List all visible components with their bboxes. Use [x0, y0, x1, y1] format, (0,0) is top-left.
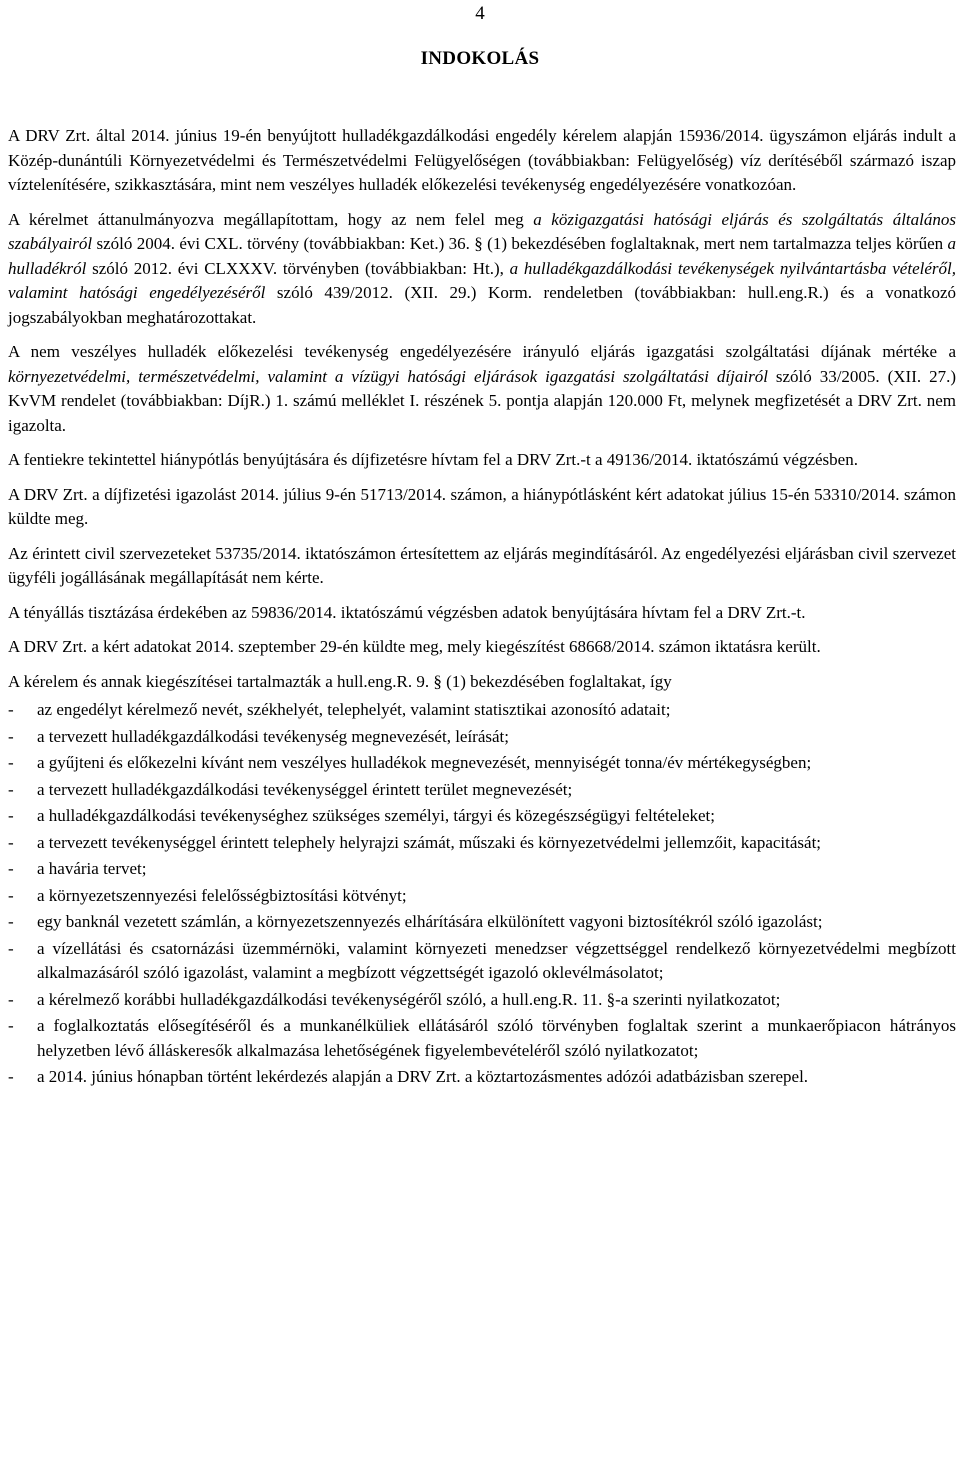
- list-dash: -: [8, 779, 14, 799]
- list-item: - a tervezett tevékenységgel érintett telephely helyrajzi számát, műszaki és környezetvédelmi jellemzőit, kapacitását;: [8, 831, 956, 856]
- list-dash: -: [8, 700, 14, 719]
- list-item: - a környezetszennyezési felelősségbiztosítási kötvényt;: [8, 884, 956, 909]
- list-item: - a foglalkoztatás elősegítéséről és a munkanélküliek ellátásáról szóló törvényben foglaltak szerint a munkaerőpiacon hátrányos helyzetben lévő álláskeresők alkalmazása lehetőségének figyelembevételéről szóló nyilatkozatot;: [8, 1016, 956, 1060]
- paragraph-3: [8, 340, 956, 438]
- section-heading: INDOKOLÁS: [420, 48, 540, 69]
- italic-title: a közigazgatási hatósági eljárás és szolgáltatás általános szabályairól: [8, 209, 956, 253]
- list-dash: -: [8, 1016, 14, 1035]
- text-run: A kérelmet áttanulmányozva megállapítottam, hogy az nem felel meg: [8, 209, 534, 229]
- list-dash: -: [8, 938, 14, 958]
- paragraph-2: [8, 208, 956, 331]
- page-number: 4: [475, 3, 485, 24]
- paragraph-6: Az érintett civil szervezeteket 53735/2014. iktatószámon értesítettem az eljárás megindításáról. Az engedélyezési eljárásban civil szervezet ügyféli jogállásának megállapítását nem kérte.: [8, 543, 956, 587]
- list-dash: -: [8, 885, 14, 905]
- list-dash: -: [8, 989, 14, 1009]
- text-run: szóló 2012. évi CLXXXV. törvényben (továbbiakban: Ht.),: [86, 258, 510, 278]
- list-dash: -: [8, 806, 14, 825]
- list-item: - a vízellátási és csatornázási üzemmérnöki, valamint környezeti menedzser végzettséggel rendelkező környezetvédelmi megbízott alkalmazásáról szóló igazolást, valamint a megbízott végzettségét igazoló oklevélmásolatot;: [8, 938, 956, 982]
- requirements-list: [8, 698, 956, 1090]
- italic-title: környezetvédelmi, természetvédelmi, valamint a vízügyi hatósági eljárások igazgatási szolgáltatási díjairól: [8, 366, 768, 386]
- list-dash: -: [8, 832, 14, 852]
- paragraph-5: A DRV Zrt. a díjfizetési igazolást 2014. július 9-én 51713/2014. számon, a hiánypótlásként kért adatokat július 15-én 53310/2014. számon küldte meg.: [8, 484, 956, 528]
- italic-title: a hulladékról: [8, 234, 956, 278]
- list-item: - a tervezett hulladékgazdálkodási tevékenységgel érintett terület megnevezését;: [8, 778, 956, 803]
- paragraph-9: A kérelem és annak kiegészítései tartalmazták a hull.eng.R. 9. § (1) bekezdésében foglaltakat, így: [8, 671, 672, 691]
- italic-title: a hulladékgazdálkodási tevékenységek nyilvántartásba vételéről, valamint hatósági engedélyezéséről: [8, 258, 956, 302]
- text-run: szóló 33/2005. (XII. 27.) KvVM rendelet (továbbiakban: DíjR.) 1. számú melléklet I. részének 5. pontja alapján 120.000 Ft, melynek megfizetését a DRV Zrt. nem igazolta.: [8, 366, 956, 435]
- list-item: - a havária tervet;: [8, 857, 956, 882]
- list-item: - a 2014. június hónapban történt lekérdezés alapján a DRV Zrt. a köztartozásmentes adózói adatbázisban szerepel.: [8, 1065, 956, 1090]
- list-dash: -: [8, 726, 14, 746]
- list-item: - a gyűjteni és előkezelni kívánt nem veszélyes hulladékok megnevezését, mennyiségét tonna/év mértékegységben;: [8, 751, 956, 776]
- paragraph-8: A DRV Zrt. a kért adatokat 2014. szeptember 29-én küldte meg, mely kiegészítést 68668/2014. számon iktatásra került.: [8, 637, 821, 656]
- document-body: [8, 124, 956, 1092]
- text-run: szóló 439/2012. (XII. 29.) Korm. rendeletben (továbbiakban: hull.eng.R.) és a vonatkozó jogszabályokban meghatározottakat.: [8, 283, 956, 327]
- paragraph-1: A DRV Zrt. által 2014. június 19-én benyújtott hulladékgazdálkodási engedély kérelem alapján 15936/2014. ügyszámon eljárás indult a Közép-dunántúli Környezetvédelmi és Természetvédelmi Felügyelőségen (továbbiakban: Felügyelőség) víz derítéséből származó iszap víztelenítésére, szikkasztására, mint nem veszélyes hulladék előkezelési tevékenység engedélyezésére vonatkozóan.: [8, 126, 956, 194]
- list-dash: -: [8, 912, 14, 931]
- list-dash: -: [8, 859, 14, 878]
- list-item: - a tervezett hulladékgazdálkodási tevékenység megnevezését, leírását;: [8, 725, 956, 750]
- text-run: A nem veszélyes hulladék előkezelési tevékenység engedélyezésére irányuló eljárás igazgatási szolgáltatási díjának mértéke a: [8, 342, 956, 361]
- list-item: - az engedélyt kérelmező nevét, székhelyét, telephelyét, valamint statisztikai azonosító adatait;: [8, 698, 956, 723]
- paragraph-7: A tényállás tisztázása érdekében az 59836/2014. iktatószámú végzésben adatok benyújtására hívtam fel a DRV Zrt.-t.: [8, 602, 806, 622]
- list-dash: -: [8, 753, 14, 772]
- text-run: szóló 2004. évi CXL. törvény (továbbiakban: Ket.) 36. § (1) bekezdésében foglaltaknak, mert nem tartalmazza teljes körűen: [92, 234, 948, 253]
- paragraph-4: A fentiekre tekintettel hiánypótlás benyújtására és díjfizetésre hívtam fel a DRV Zrt.-t a 49136/2014. iktatószámú végzésben.: [8, 450, 858, 469]
- list-dash: -: [8, 1067, 14, 1086]
- list-item: - a hulladékgazdálkodási tevékenységhez szükséges személyi, tárgyi és közegészségügyi feltételeket;: [8, 804, 956, 829]
- list-item: - egy banknál vezetett számlán, a környezetszennyezés elhárítására elkülönített vagyoni biztosítékról szóló igazolást;: [8, 910, 956, 935]
- list-item: - a kérelmező korábbi hulladékgazdálkodási tevékenységéről szóló, a hull.eng.R. 11. §-a szerinti nyilatkozatot;: [8, 988, 956, 1013]
